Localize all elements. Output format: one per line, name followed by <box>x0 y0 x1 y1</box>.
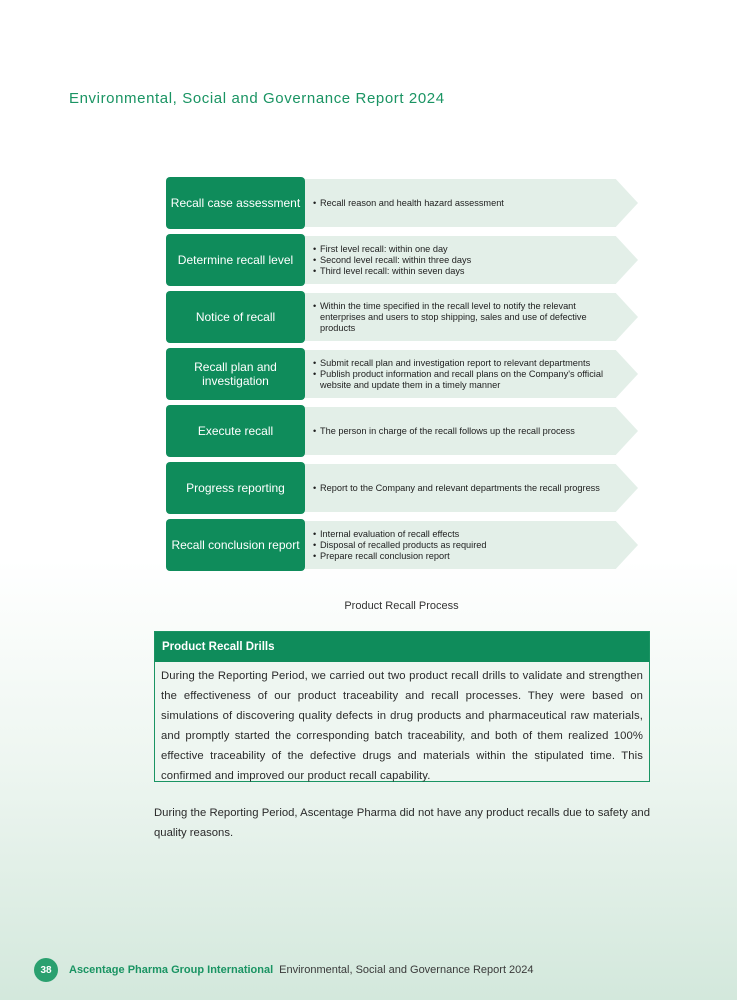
step-label: Determine recall level <box>166 234 305 286</box>
step-bullet: • Internal evaluation of recall effects <box>313 529 623 540</box>
footer-report-title: Environmental, Social and Governance Report 2024 <box>279 964 534 976</box>
step-details <box>313 234 623 286</box>
recall-drills-title: Product Recall Drills <box>155 632 649 662</box>
process-step <box>166 519 638 571</box>
step-bullet: • The person in charge of the recall follows up the recall process <box>313 426 623 437</box>
step-label: Recall case assessment <box>166 177 305 229</box>
process-step <box>166 348 638 400</box>
step-label: Recall conclusion report <box>166 519 305 571</box>
step-label: Progress reporting <box>166 462 305 514</box>
step-label: Notice of recall <box>166 291 305 343</box>
step-details <box>313 291 623 343</box>
step-bullet: • Submit recall plan and investigation report to relevant departments <box>313 358 623 369</box>
step-bullet: • Third level recall: within seven days <box>313 266 623 277</box>
process-step <box>166 462 638 514</box>
footer-company: Ascentage Pharma Group International <box>69 964 274 976</box>
process-step <box>166 291 638 343</box>
step-label: Execute recall <box>166 405 305 457</box>
page-header-title: Environmental, Social and Governance Report 2024 <box>69 90 445 107</box>
step-bullet: • Within the time specified in the recall level to notify the relevant enterprises and users to stop shipping, sales and use of defective products <box>313 301 623 334</box>
page-footer <box>34 958 534 982</box>
recall-drills-body: During the Reporting Period, we carried out two product recall drills to validate and strengthen the effectiveness of our product traceability and recall processes. They were based on simulations of discovering quality defects in drug products and pharmaceutical raw materials, and promptly started the corresponding batch traceability, and both of them realized 100% effective traceability of the defective drugs and materials within the stipulated time. This confirmed and improved our product recall capability. <box>161 670 643 782</box>
recall-drills-box <box>154 631 650 782</box>
step-bullet: • Report to the Company and relevant departments the recall progress <box>313 483 623 494</box>
recall-statement: During the Reporting Period, Ascentage Pharma did not have any product recalls due to safety and quality reasons. <box>154 807 650 839</box>
process-step <box>166 177 638 229</box>
step-bullet: • Disposal of recalled products as required <box>313 540 623 551</box>
figure-caption: Product Recall Process <box>344 600 459 612</box>
step-details <box>313 462 623 514</box>
step-bullet: • Publish product information and recall plans on the Company's official website and update them in a timely manner <box>313 369 623 391</box>
process-step <box>166 405 638 457</box>
step-details <box>313 519 623 571</box>
recall-process-flowchart <box>166 177 638 576</box>
step-label: Recall plan and investigation <box>166 348 305 400</box>
process-step <box>166 234 638 286</box>
page-number: 38 <box>34 958 58 982</box>
step-bullet: • Second level recall: within three days <box>313 255 623 266</box>
step-details <box>313 348 623 400</box>
step-bullet: • First level recall: within one day <box>313 244 623 255</box>
step-bullet: • Prepare recall conclusion report <box>313 551 623 562</box>
step-details <box>313 177 623 229</box>
step-details <box>313 405 623 457</box>
step-bullet: • Recall reason and health hazard assessment <box>313 198 623 209</box>
